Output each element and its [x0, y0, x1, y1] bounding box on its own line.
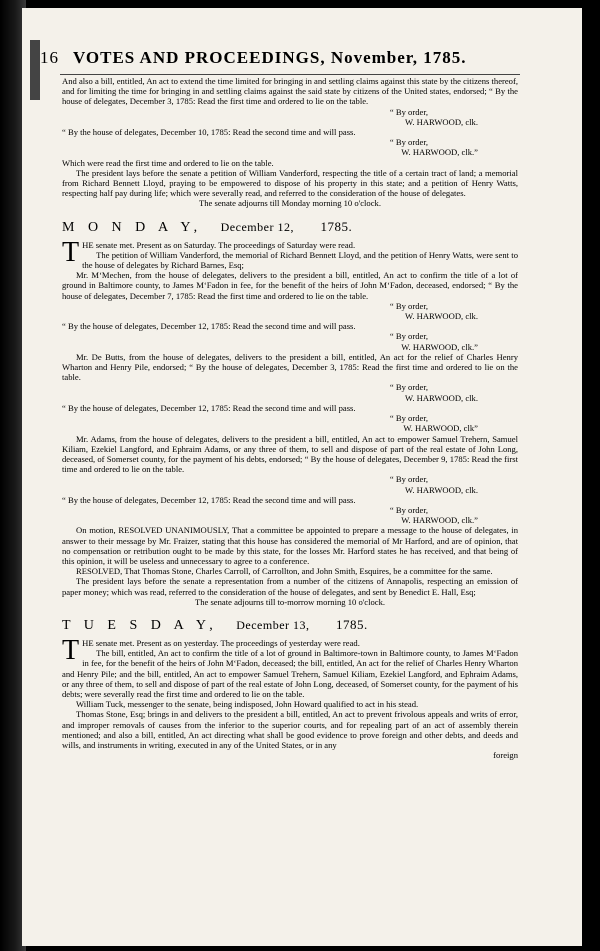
paragraph: The bill, entitled, An act to confirm the title of a lot of ground in Baltimore-town in Baltimore county, to James M‘Fadon in fee, for the benefit of the heirs of John M‘Fadon, deceased; the bill, entitled, An act for the relief of Charles Henry Wharton and Henry Pile; and the bill, entitled, An act to empower Samuel Trehern, Samuel Kiliam, Ezekiel Langford, and Ephraim Adams, or any three of them, to sell and dispose of part of the real estate of John Long, deceased, of Somerset county, for the payment of his debts; were severally read the first time and ordered to lie on the table. [62, 648, 518, 699]
drop-cap: T [62, 236, 80, 268]
day-date: December 13, [236, 617, 310, 632]
clerk-signature: W. HARWOOD, clk. [405, 116, 478, 127]
clerk-signature: W. HARWOOD, clk. [405, 392, 478, 403]
day-heading-tuesday [62, 617, 518, 634]
by-order: “ By order, [389, 137, 428, 148]
day-year: 1785. [320, 218, 353, 234]
day-name: T U E S D A Y, [62, 617, 218, 633]
clerk-signature: W. HARWOOD, clk.” [401, 515, 478, 526]
paragraph: William Tuck, messenger to the senate, being indisposed, John Howard qualified to act in his stead. [76, 699, 419, 710]
paragraph: The president lays before the senate a representation from a number of the citizens of Annapolis, respecting an emission of paper money; which was read, referred to the consideration of the house of delegates, and sent by Benedict E. Hall, Esq; [62, 576, 518, 597]
clerk-signature: W. HARWOOD, clk. [405, 484, 478, 495]
clerk-signature: W. HARWOOD, clk. [405, 311, 478, 322]
header-rule [60, 74, 520, 75]
day-date: December 12, [220, 219, 294, 234]
paragraph: THE senate met. Present as on yesterday. The proceedings of yesterday were read. [62, 634, 360, 666]
endorsement: “ By the house of delegates, December 10, 1785: Read the second time and will pass. [62, 127, 356, 138]
paragraph: THE senate met. Present as on Saturday. The proceedings of Saturday were read. [62, 236, 356, 268]
paragraph: Thomas Stone, Esq; brings in and delivers to the president a bill, entitled, An act to prevent frivolous appeals and writs of error, and improper removals of causes from the inferior to the superior courts, and for repealing part of an act of assembly therein mentioned; and also a bill, entitled, An act directing what shall be good evidence to prove foreign and other debts, and deeds and wills, and instruments in writing, executed in any of the United States, or in any [62, 709, 518, 750]
drop-cap: T [62, 634, 80, 666]
by-order: “ By order, [389, 106, 428, 117]
resolution: RESOLVED, That Thomas Stone, Charles Carroll, of Carrollton, and John Smith, Esquires, be a committee for the same. [76, 566, 493, 577]
paragraph: Mr. De Butts, from the house of delegates, delivers to the president a bill, entitled, An act for the relief of Charles Henry Wharton and Henry Pile, endorsed; “ By the house of delegates, December 3, 1785: Read the first time and ordered to lie on the table. [62, 351, 518, 383]
running-title: VOTES AND PROCEEDINGS, November, 1785. [72, 48, 467, 67]
by-order: “ By order, [389, 300, 428, 311]
clerk-signature: W. HARWOOD, clk.” [401, 147, 478, 158]
paragraph: Mr. M‘Mechen, from the house of delegates, delivers to the president a bill, entitled, An act to confirm the title of a lot of ground in Baltimore county, to James M‘Fadon in fee, for the benefit of the heirs of John M‘Fadon, deceased, endorsed; “ By the house of delegates, December 7, 1785: Read the first time and ordered to lie on the table. [62, 270, 518, 301]
day-name: M O N D A Y, [62, 219, 203, 235]
continuation-para: And also a bill, entitled, An act to extend the time limited for bringing in and settling claims against this state by the citizens thereof, and for limiting the time for bringing in and settling claims against the said state by citizens of the United states, endorsed; “ By the house of delegates, December 3, 1785: Read the first time and ordered to lie on the table. [62, 76, 518, 107]
page-number: 16 [40, 48, 59, 67]
adjournment: The senate adjourns till to-morrow morning 10 o'clock. [194, 596, 386, 607]
clerk-signature: W. HARWOOD, clk” [403, 423, 478, 434]
endorsement: “ By the house of delegates, December 12, 1785: Read the second time and will pass. [62, 402, 356, 413]
by-order: “ By order, [389, 504, 428, 515]
paragraph: Mr. Adams, from the house of delegates, delivers to the president a bill, entitled, An act to empower Samuel Trehern, Samuel Kiliam, Ezekiel Langford, and Ephraim Adams, or any three of them, to sell and dispose of part of the real estate of John Long, deceased, of Somerset county, for the payment of his debts, endorsed; “ By the house of delegates, December 9, 1785: Read the first time and ordered to lie on the table. [62, 433, 518, 475]
running-header [40, 48, 530, 72]
catchword: foreign [493, 750, 518, 761]
adjournment: The senate adjourns till Monday morning 10 o'clock. [199, 198, 381, 209]
day-year: 1785. [336, 616, 368, 632]
by-order: “ By order, [389, 413, 428, 424]
endorsement: “ By the house of delegates, December 12, 1785: Read the second time and will pass. [62, 494, 356, 505]
page-body [62, 76, 518, 760]
paragraph: The president lays before the senate a petition of William Vanderford, respecting the title of a certain tract of land; a memorial from Richard Bennett Lloyd, praying to be empowered to dispose of his property in this state; and a petition of Henry Watts, respecting half pay during life; which were severally read, and referred to the consideration of the house of delegates. [62, 167, 518, 199]
resolution: On motion, RESOLVED UNANIMOUSLY, That a committee be appointed to prepare a message to the house of delegates, in answer to their message by Mr. Fraizer, stating that this house has considered the memorial of Mr Harford, and are of opinion, that no compensation or retribution ought to be made by this state, for the losses Mr. Harford states he has received, and that being of this opinion, it will be useless and unnecessary to agree to a conference. [62, 525, 518, 566]
day-heading-monday [62, 219, 518, 236]
by-order: “ By order, [389, 331, 428, 342]
by-order: “ By order, [389, 382, 428, 393]
binding-mark [30, 40, 40, 100]
paragraph: The petition of William Vanderford, the memorial of Richard Bennett Lloyd, and the petition of Henry Watts, were sent to the house of delegates by Richard Barnes, Esq; [82, 249, 518, 271]
clerk-signature: W. HARWOOD, clk.” [401, 341, 478, 352]
by-order: “ By order, [389, 474, 428, 485]
endorsement: “ By the house of delegates, December 12, 1785: Read the second time and will pass. [62, 321, 356, 332]
paragraph: Which were read the first time and ordered to lie on the table. [62, 157, 274, 168]
